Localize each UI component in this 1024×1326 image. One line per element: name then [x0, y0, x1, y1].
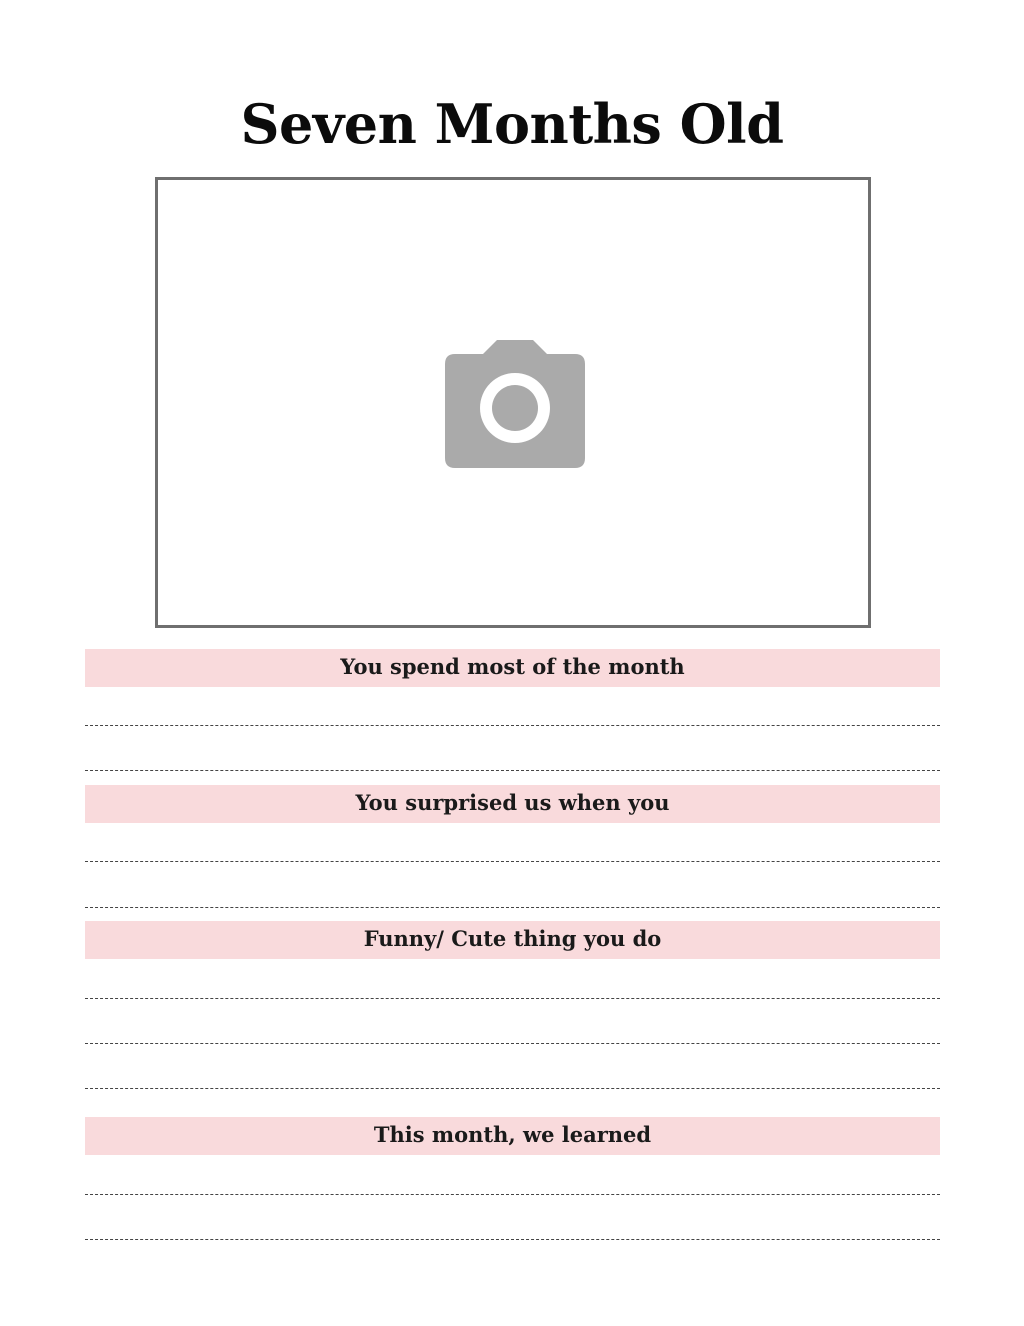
- writing-line[interactable]: [85, 725, 940, 726]
- writing-line[interactable]: [85, 1043, 940, 1044]
- photo-placeholder[interactable]: [155, 177, 871, 628]
- section-heading-surprised-us: You surprised us when you: [85, 785, 940, 823]
- section-heading-funny-cute: Funny/ Cute thing you do: [85, 921, 940, 959]
- section-heading-learned: This month, we learned: [85, 1117, 940, 1155]
- writing-line[interactable]: [85, 907, 940, 908]
- writing-line[interactable]: [85, 770, 940, 771]
- writing-line[interactable]: [85, 998, 940, 999]
- writing-line[interactable]: [85, 1194, 940, 1195]
- camera-icon: [445, 340, 585, 468]
- writing-line[interactable]: [85, 1088, 940, 1089]
- page-title: Seven Months Old: [240, 92, 784, 156]
- writing-line[interactable]: [85, 1239, 940, 1240]
- writing-line[interactable]: [85, 861, 940, 862]
- section-heading-spend-month: You spend most of the month: [85, 649, 940, 687]
